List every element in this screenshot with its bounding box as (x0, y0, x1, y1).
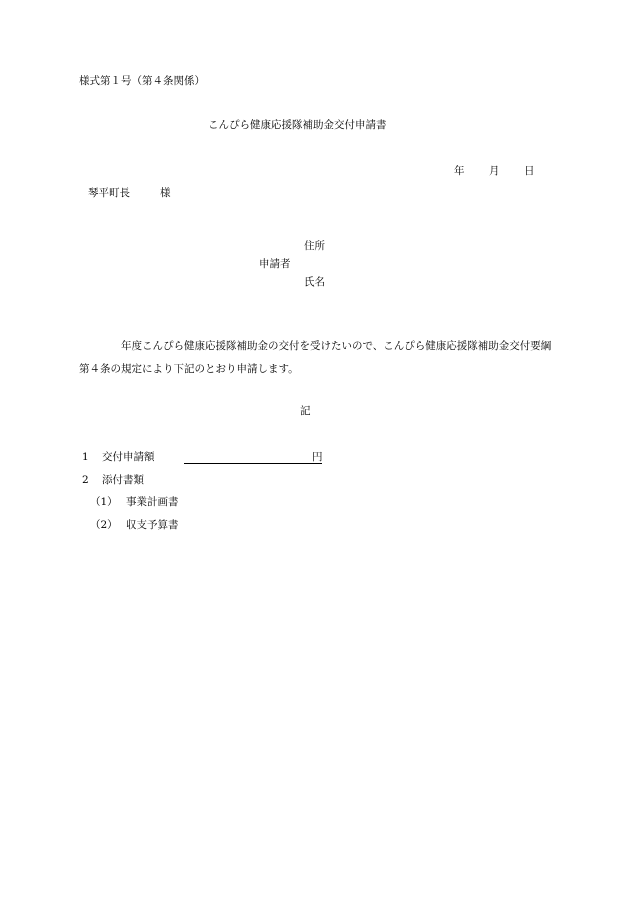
application-body-text: 年度こんぴら健康応援隊補助金の交付を受けたいので、こんぴら健康応援隊補助金交付要綱第４条の規定により下記のとおり申請します。 (79, 340, 552, 375)
attachment-budget: 収支予算書 (126, 519, 179, 531)
attachments-label: 添付書類 (102, 474, 144, 486)
ki-heading: 記 (300, 405, 311, 417)
applicant-address-label: 住所 (304, 240, 325, 252)
requested-amount-label: 交付申請額 (102, 451, 155, 463)
form-number: 様式第１号（第４条関係） (79, 75, 205, 87)
date-month-label: 月 (489, 165, 500, 177)
attachment-business-plan: 事業計画書 (126, 496, 179, 508)
date-year-label: 年 (454, 165, 465, 177)
applicant-name-label: 氏名 (304, 276, 325, 288)
document-title: こんぴら健康応援隊補助金交付申請書 (208, 119, 387, 131)
date-day-label: 日 (524, 165, 535, 177)
requested-amount-blank-line (184, 451, 322, 464)
yen-unit-label: 円 (312, 451, 323, 463)
addressee-honorific: 様 (160, 187, 171, 199)
addressee-name: 琴平町長 (88, 187, 130, 199)
attachment-number: （1） (90, 496, 118, 508)
item-number: 2 (82, 474, 89, 486)
applicant-label: 申請者 (259, 258, 291, 270)
item-number: 1 (82, 451, 89, 463)
attachment-number: （2） (90, 519, 118, 531)
